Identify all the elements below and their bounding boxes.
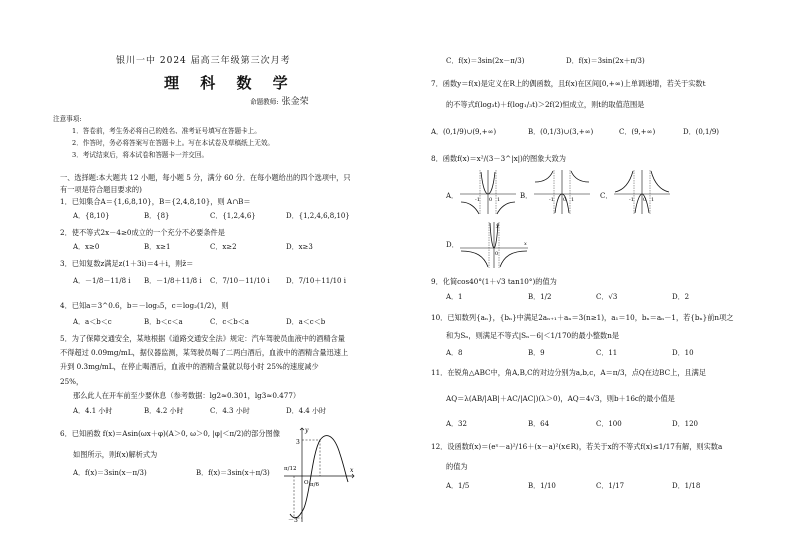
curve-left [535,171,553,182]
q7-option-c: C．(9,+∞) [619,128,656,136]
question-6-stem: 6．已知函数 f(x)＝Asin(ωx＋φ)(A＞0, ω＞0, |φ|＜π/2)的部分图像 [60,429,280,438]
teacher-name: 张金荣 [281,97,309,107]
q6-option-d: D．f(x)＝3sin(2x＋π/3) [566,57,645,65]
tick-zero: 0 [489,197,493,203]
q8-option-d-label: D． [446,241,459,249]
q8-graph-c [612,168,672,216]
question-11-line: AQ＝λ(AB/|AB|＋AC/|AC|)(λ＞0)，AQ＝4√3，则b＋16c的最小值是 [446,394,675,403]
q4-option-c: C．c＜b＜a [210,318,249,326]
notes-title: 注意事项: [53,115,82,123]
q4-option-d: D．a＜c＜b [286,318,326,326]
q8-option-c-label: C． [600,192,613,200]
question-2-stem: 2．使不等式2x－4≥0成立的一个充分不必要条件是 [60,228,225,237]
question-5-line: 升到 0.3mg/mL，在停止喝酒后，血液中的酒精含量就以每小时 25%的速度减少 [60,362,319,371]
question-3-stem: 3．已知复数z满足z(1＋3i)＝4＋i，则z̄＝ [60,259,194,268]
tick-zero: 0 [643,197,647,203]
curve-left [615,171,633,192]
x-axis-label: x [524,241,527,247]
q8-option-b-label: B． [520,192,533,200]
question-7-line: 7．函数y＝f(x)是定义在R上的偶函数，且f(x)在区间[0,+∞)上单调递增，若关于实数t [431,79,706,88]
question-7-line: 的不等式f(log₃t)＋f(log₁/₃t)＞2f(2)恒成立，则t的取值范围是 [446,100,645,109]
q2-option-a: A．x≥0 [73,243,100,251]
tick-neg1: -1 [549,197,554,203]
q2-option-b: B．x≥1 [144,243,171,251]
x-left-label: π/12 [284,466,297,472]
q6-sine-graph [282,424,358,524]
q2-option-c: C．x≥2 [210,243,237,251]
note-item: 1．答卷前，考生务必将自己的姓名、准考证号填写在答题卡上。 [72,127,261,135]
q8-option-a-label: A． [446,192,459,200]
question-12-line: 的值为 [446,462,468,471]
question-1-stem: 1．已知集合A＝{1,6,8,10}，B＝{2,4,8,10}，则 A∩B＝ [60,197,251,206]
tick-zero: 0 [495,251,499,257]
q7-option-a: A．(0,1/9)∪(9,+∞) [431,128,497,136]
origin-label: O [304,480,309,486]
subject-title: 理 科 数 学 [164,74,296,92]
q9-option-b: B．1/2 [528,293,552,301]
q11-option-d: D．120 [672,420,698,428]
question-10-line: 10．已知数列{aₙ}，{bₙ}中满足2aₙ₊₁＋aₙ＝3(n≥1)，a₁＝10，bₙ＝aₙ－1，若{bₙ}前n项之 [431,313,734,322]
q11-option-b: B．64 [528,420,550,428]
q6-option-c: C．f(x)＝3sin(2x－π/3) [446,57,525,65]
y-axis-label: y [305,427,309,434]
q8-graph-a [458,168,518,216]
q7-option-d: D．(0,1/9) [683,128,720,136]
q9-option-a: A．1 [446,293,463,301]
tick-one: 1 [571,197,575,203]
q6-option-a: A．f(x)＝3sin(x－π/3) [73,469,147,477]
q8-graph-d [458,220,530,270]
q9-option-d: D．2 [672,293,690,301]
q3-option-c: C．7/10－11/10 i [210,277,270,285]
note-item: 2．作答时，务必将答案写在答题卡上。写在本试卷及草稿纸上无效。 [72,139,275,147]
y-axis-label: y [496,223,499,229]
q1-option-a: A．{8,10} [73,212,110,220]
tick-one: 1 [497,197,501,203]
q3-option-b: B．－1/8＋11/8 i [144,277,202,285]
curve-right [571,171,589,182]
q5-option-d: D．4.4 小时 [286,407,326,415]
teacher-line [250,97,309,108]
tick-one: 1 [651,197,655,203]
x-axis-label: x [350,467,354,474]
question-10-line: 和为Sₙ，则满足不等式|Sₙ－6|＜1/170的最小整数n是 [446,331,620,340]
q10-option-a: A．8 [446,349,463,357]
section-heading: 一、选择题:本大题共 12 小题，每小题 5 分，满分 60 分．在每小题给出的四个选项中，只 [60,173,351,182]
question-12-line: 12．设函数f(x)＝(eˣ－a)²/16＋(x－a)²(x∈R)，若关于x的不等式f(x)≤1/17有解，则实数a [431,442,723,451]
q5-option-a: A．4.1 小时 [73,407,113,415]
q1-option-b: B．{8} [144,212,170,220]
x-mid-label: π/6 [310,482,319,488]
question-9-stem: 9．化简cos40°(1＋√3 tan10°)的值为 [431,277,557,286]
q10-option-b: B．9 [528,349,545,357]
q10-option-c: C．11 [596,349,618,357]
q1-option-d: D．{1,2,4,6,8,10} [286,212,350,220]
question-8-stem: 8．函数f(x)＝x²/(3－3^|x|)的图象大致为 [431,154,566,163]
curve-left [461,251,488,267]
q4-option-b: B．b＜c＜a [144,318,183,326]
q9-option-c: C．√3 [596,293,618,301]
q11-option-a: A．32 [446,420,467,428]
q5-option-c: C．4.3 小时 [210,407,250,415]
q1-option-c: C．{1,2,4,6} [210,212,256,220]
teacher-label: 命题教师: [250,98,279,106]
q3-option-d: D．7/10＋11/10 i [286,277,346,285]
curve-right [497,202,515,214]
q11-option-c: C．100 [596,420,622,428]
curve-right [651,171,669,192]
y-top-label: 3 [296,439,300,446]
curve-left [461,202,479,214]
q3-option-a: A．－1/8－11/8 i [73,277,131,285]
q12-option-a: A．1/5 [446,482,470,490]
q12-option-c: C．1/17 [596,482,625,490]
school-title: 银川一中 2024 届高三年级第三次月考 [116,56,291,66]
note-item: 3．考试结束后，将本试卷和答题卡一并交回。 [72,151,209,159]
q8-graph-b [532,168,592,216]
q6-option-b: B．f(x)＝3sin(x＋π/3) [196,469,270,477]
tick-neg1: -1 [475,197,480,203]
q2-option-d: D．x≥3 [286,243,313,251]
q10-option-d: D．10 [672,349,694,357]
q5-option-b: B．4.2 小时 [144,407,184,415]
question-5-line: 25%， [60,377,84,386]
curve-right [500,251,527,267]
question-5-line: 不得超过 0.09mg/mL，据仪器监测，某驾驶员喝了二两白酒后，血液中的酒精含量迅速上 [60,348,349,357]
q12-option-b: B．1/10 [528,482,556,490]
question-5-line: 5．为了保障交通安全，某地根据《道路交通安全法》规定：汽车驾驶员血液中的酒精含量 [60,334,345,343]
y-bottom-label: －3 [288,517,298,524]
question-6-stem: 如图所示，则f(x)解析式为 [73,450,158,459]
section-heading: 有一项是符合题目要求的) [60,185,142,194]
question-5-line: 那么此人在开车前至少要休息（参考数据：lg2≈0.301，lg3≈0.477） [73,391,301,400]
sine-curve [290,436,348,518]
q12-option-d: D．1/18 [672,482,701,490]
q4-option-a: A．a＜b＜c [73,318,112,326]
question-11-line: 11．在锐角△ABC中，角A,B,C的对边分别为a,b,c，A＝π/3，点Q在边BC上，且满足 [431,368,707,377]
tick-neg1: -1 [629,197,634,203]
tick-zero: 0 [563,197,567,203]
q7-option-b: B．(0,1/3)∪(3,+∞) [528,128,594,136]
question-4-stem: 4．已知a＝3^0.6，b＝－log₃5，c＝log₂(1/2)，则 [60,301,229,310]
